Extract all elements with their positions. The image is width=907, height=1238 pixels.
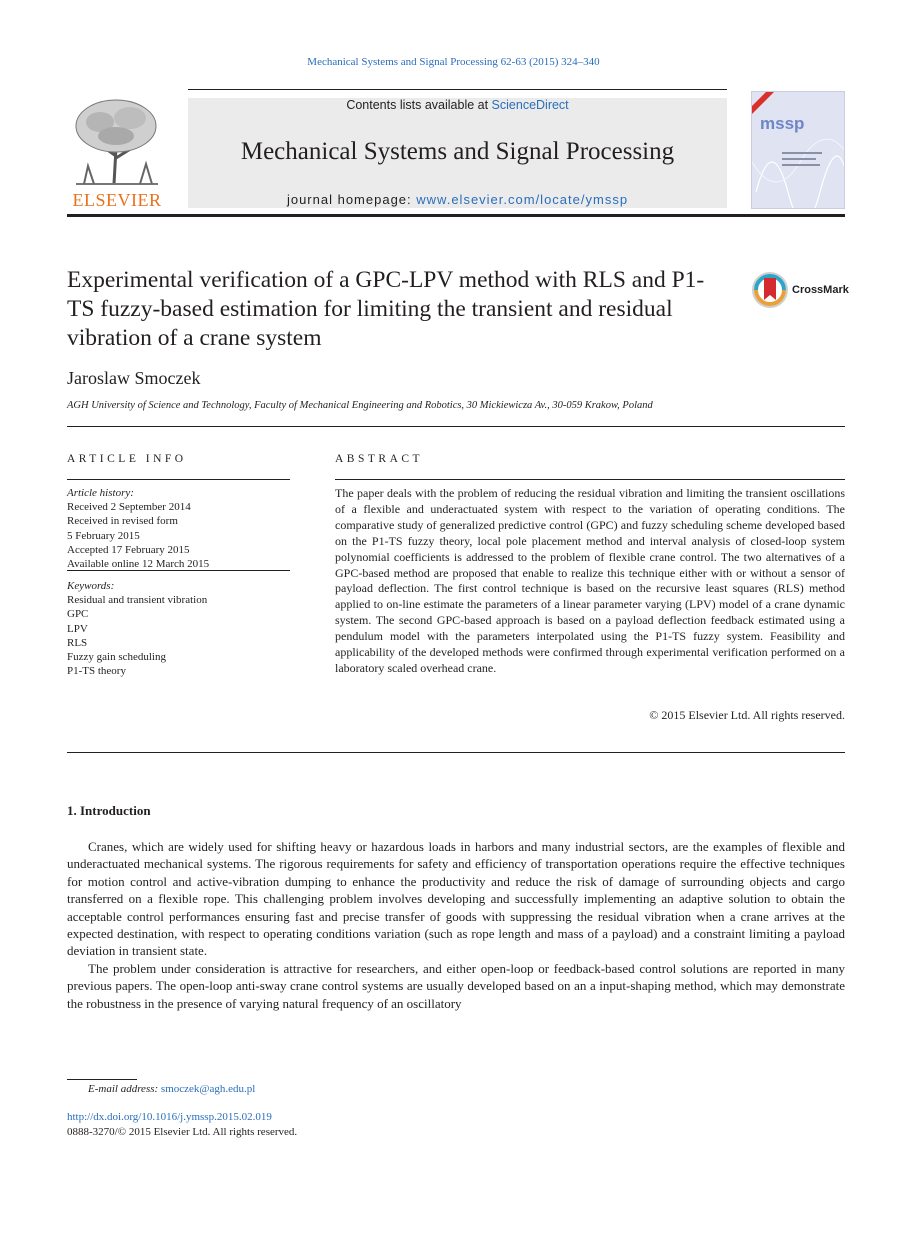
elsevier-wordmark: ELSEVIER (72, 190, 162, 210)
keyword-item: GPC (67, 608, 89, 621)
keyword-item: LPV (67, 622, 88, 635)
abstract-rule-top (335, 479, 845, 480)
journal-title: Mechanical Systems and Signal Processing (240, 138, 675, 165)
author-name: Jaroslaw Smoczek (67, 368, 201, 388)
email-link[interactable]: smoczek@agh.edu.pl (160, 1083, 256, 1095)
article-title: Experimental verification of a GPC-LPV method with RLS and P1-TS fuzzy-based estimation for limiting the transient and residual vibration of a crane system (67, 267, 705, 351)
abstract-copyright: © 2015 Elsevier Ltd. All rights reserved. (649, 708, 845, 722)
keywords-label: Keywords: (67, 580, 115, 592)
cover-art (752, 92, 845, 209)
keyword-item: RLS (67, 636, 88, 649)
cover-title: mssp (760, 114, 805, 133)
history-item: Accepted 17 February 2015 (67, 543, 190, 556)
history-item: Available online 12 March 2015 (67, 558, 210, 571)
article-history-label: Article history: (67, 487, 134, 499)
history-item: 5 February 2015 (67, 529, 140, 542)
footnote-rule (67, 1079, 137, 1080)
homepage-prefix: journal homepage: (286, 192, 417, 207)
header-rule-top (188, 89, 727, 90)
history-item: Received in revised form (67, 515, 178, 528)
article-history (67, 486, 292, 571)
introduction-paragraph: Cranes, which are widely used for shifting heavy or hazardous loads in harbors and many industrial sectors, are the examples of flexible and underactuated mechanical systems. The rigorous requirements for safety and efficiency of transportation operations require the effective techniques for motion control and active-vibration dumping to enhance the productivity and reduce the risk of damage of surrounding objects and cargo transferred on a flexible rope. This challenging problem involves developing and successfully implementing an adaptive solution to obtain the acceptable control performances ensuring fast and precise transfer of goods with suppressing the residual vibration when a crane arrives at the expected destination, with respect to operating conditions variation (such as rope length and mass of a payload) and a constraint limiting a payload deviation in transient state. (67, 839, 845, 959)
article-info-rule-mid (67, 570, 290, 571)
contents-prefix: Contents lists available at (346, 98, 492, 112)
journal-citation[interactable]: Mechanical Systems and Signal Processing 62-63 (2015) 324–340 (307, 56, 600, 68)
doi-link[interactable]: http://dx.doi.org/10.1016/j.ymssp.2015.02.019 (67, 1111, 272, 1123)
keyword-item: Fuzzy gain scheduling (67, 651, 166, 664)
contents-line (188, 98, 727, 112)
article-info-rule-top (67, 479, 290, 480)
introduction-paragraph: The problem under consideration is attractive for researchers, and either open-loop or feedback-based control solutions are reported in many previous papers. The open-loop anti-sway crane control systems are usually developed based on an a input-shaping method, which may demonstrate the robustness in the presence of varying natural frequency of an oscillatory (67, 960, 845, 1011)
homepage-link[interactable]: www.elsevier.com/locate/ymssp (416, 192, 629, 207)
sciencedirect-link[interactable]: ScienceDirect (491, 98, 569, 112)
journal-cover-thumbnail[interactable] (751, 91, 845, 209)
article-info-heading: ARTICLE INFO (67, 453, 187, 465)
footnote-email (88, 1083, 255, 1095)
journal-homepage (188, 192, 727, 207)
email-label: E-mail address: (88, 1083, 159, 1095)
header-rule-bottom (67, 214, 845, 217)
keyword-item: Residual and transient vibration (67, 594, 208, 607)
author-affiliation: AGH University of Science and Technology, Faculty of Mechanical Engineering and Robotics, 30 Mickiewicza Av., 30-059 Krakow, Poland (67, 400, 653, 411)
keywords (67, 579, 292, 678)
abstract-heading: ABSTRACT (335, 453, 424, 465)
crossmark-label[interactable]: CrossMark (792, 284, 849, 296)
abstract-rule-bottom (67, 752, 845, 753)
abstract-text: The paper deals with the problem of reducing the residual vibration and limiting the transient oscillations of a flexible and underactuated system with respect to the variation of operating conditions. The comparative study of generalized predictive control (GPC) and fuzzy scheduling scheme developed based on the P1-TS fuzzy theory, local pole placement method and interval analysis of closed-loop system polynomial coefficients is addressed to the problem of flexible crane control. The two alternatives of a GPC-based method are proposed that enable to realize this technique either with or without a sensor of payload deflection. The first control technique is based on the recursive least squares (RLS) method applied to on-line estimate the parameters of a linear parameter varying (LPV) model of a crane dynamic system. The second GPC-based approach is based on a payload deflection feedback estimated using a pendulum model with the parameters interpolated using the P1-TS fuzzy system. Feasibility and applicability of the developed methods were confirmed through experimental verification performed on a laboratory scaled overhead crane. (335, 486, 845, 675)
history-item: Received 2 September 2014 (67, 501, 191, 514)
keyword-item: P1-TS theory (67, 665, 126, 678)
affiliation-rule (67, 426, 845, 427)
introduction-heading: 1. Introduction (67, 803, 151, 818)
issn-copyright: 0888-3270/© 2015 Elsevier Ltd. All rights reserved. (67, 1126, 298, 1138)
introduction-body (67, 838, 845, 1012)
